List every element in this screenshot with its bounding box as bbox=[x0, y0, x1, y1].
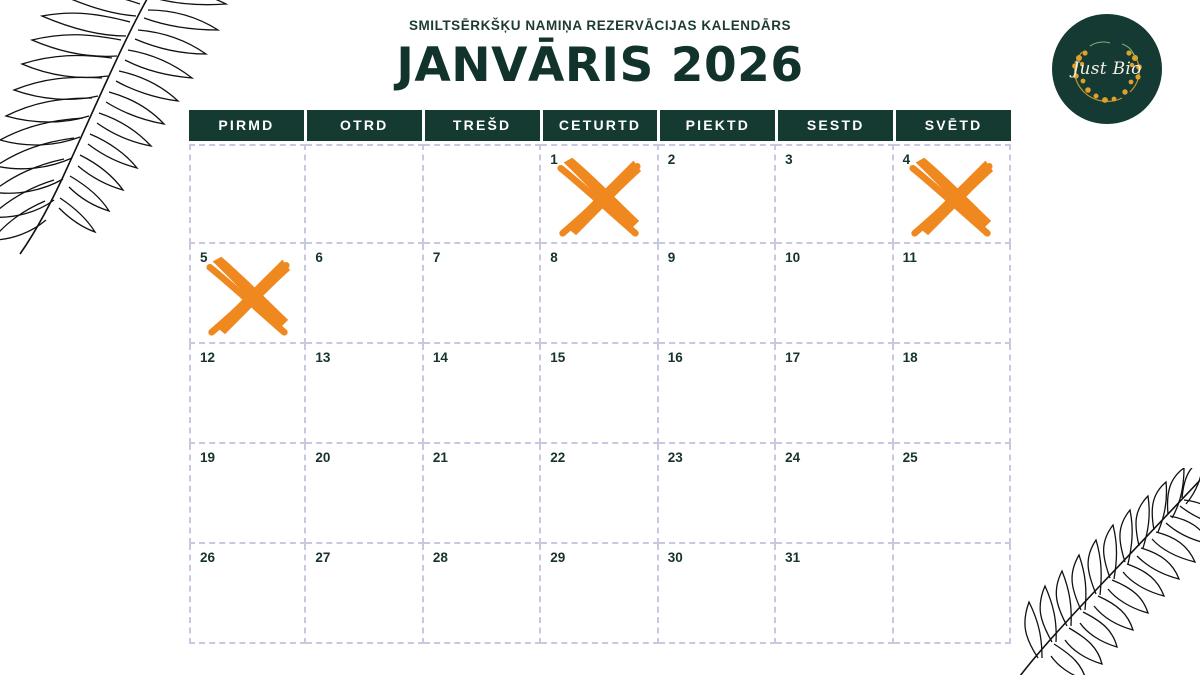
calendar-day-cell[interactable] bbox=[189, 444, 306, 544]
calendar-day-cell[interactable] bbox=[424, 344, 541, 444]
day-number: 8 bbox=[550, 250, 558, 265]
weekday-header-friday: PIEKTD bbox=[660, 110, 775, 141]
calendar-day-cell[interactable] bbox=[776, 544, 893, 644]
calendar-day-cell[interactable] bbox=[776, 444, 893, 544]
day-number: 2 bbox=[667, 152, 676, 167]
calendar-day-cell[interactable] bbox=[541, 344, 658, 444]
day-number: 12 bbox=[200, 350, 216, 365]
calendar-day-cell[interactable] bbox=[659, 544, 776, 644]
calendar-day-cell[interactable] bbox=[306, 544, 423, 644]
calendar-day-cell[interactable] bbox=[776, 344, 893, 444]
day-number: 18 bbox=[902, 350, 918, 365]
calendar-day-cell[interactable] bbox=[776, 244, 893, 344]
weekday-header-saturday: SESTD bbox=[778, 110, 893, 141]
day-number: 14 bbox=[432, 350, 448, 365]
calendar-day-cell[interactable] bbox=[306, 244, 423, 344]
calendar-day-cell[interactable] bbox=[659, 244, 776, 344]
day-number: 7 bbox=[432, 250, 441, 265]
calendar-empty-cell bbox=[894, 544, 1011, 644]
day-number: 11 bbox=[902, 250, 917, 265]
calendar-day-cell[interactable] bbox=[894, 144, 1011, 244]
weekday-header-row bbox=[189, 110, 1011, 141]
booked-x-mark-icon bbox=[903, 153, 999, 239]
calendar-day-cell[interactable] bbox=[541, 144, 658, 244]
calendar-day-cell[interactable] bbox=[894, 444, 1011, 544]
calendar-table bbox=[189, 110, 1011, 644]
calendar-day-cell[interactable] bbox=[189, 344, 306, 444]
day-number: 3 bbox=[785, 152, 793, 167]
calendar-day-cell[interactable] bbox=[541, 244, 658, 344]
day-number: 4 bbox=[902, 152, 911, 167]
day-number: 27 bbox=[315, 550, 331, 565]
calendar-day-cell[interactable] bbox=[894, 244, 1011, 344]
weekday-header-monday: PIRMD bbox=[189, 110, 304, 141]
logo-text: Just Bio bbox=[1072, 59, 1142, 79]
calendar-empty-cell bbox=[424, 144, 541, 244]
day-number: 26 bbox=[200, 550, 216, 565]
weekday-header-thursday: CETURTD bbox=[543, 110, 658, 141]
day-number: 20 bbox=[315, 450, 331, 465]
day-number: 6 bbox=[315, 250, 323, 265]
calendar-day-cell[interactable] bbox=[659, 144, 776, 244]
day-number: 19 bbox=[200, 450, 216, 465]
calendar-day-cell[interactable] bbox=[776, 144, 893, 244]
day-number: 22 bbox=[550, 450, 566, 465]
calendar-day-cell[interactable] bbox=[189, 544, 306, 644]
day-number: 25 bbox=[902, 450, 918, 465]
calendar-grid bbox=[189, 144, 1011, 644]
day-number: 29 bbox=[550, 550, 566, 565]
calendar-day-cell[interactable] bbox=[659, 444, 776, 544]
calendar-empty-cell bbox=[189, 144, 306, 244]
weekday-header-wednesday: TREŠD bbox=[425, 110, 540, 141]
day-number: 13 bbox=[315, 350, 331, 365]
calendar-day-cell[interactable] bbox=[424, 444, 541, 544]
day-number: 30 bbox=[667, 550, 683, 565]
day-number: 15 bbox=[550, 350, 566, 365]
calendar-subtitle: SMILTSĒRKŠĶU NAMIŅA REZERVĀCIJAS KALENDĀRS bbox=[408, 18, 792, 33]
calendar-day-cell[interactable] bbox=[659, 344, 776, 444]
day-number: 16 bbox=[667, 350, 683, 365]
day-number: 24 bbox=[785, 450, 801, 465]
day-number: 21 bbox=[432, 450, 448, 465]
day-number: 23 bbox=[667, 450, 683, 465]
calendar-day-cell[interactable] bbox=[306, 344, 423, 444]
day-number: 9 bbox=[667, 250, 676, 265]
brand-logo bbox=[1052, 14, 1162, 124]
calendar-day-cell[interactable] bbox=[424, 244, 541, 344]
calendar-day-cell[interactable] bbox=[541, 444, 658, 544]
calendar-day-cell[interactable] bbox=[189, 244, 306, 344]
day-number: 28 bbox=[432, 550, 448, 565]
day-number: 5 bbox=[200, 250, 208, 265]
booked-x-mark-icon bbox=[200, 252, 296, 338]
day-number: 10 bbox=[785, 250, 801, 265]
calendar-day-cell[interactable] bbox=[424, 544, 541, 644]
calendar-empty-cell bbox=[306, 144, 423, 244]
weekday-header-tuesday: OTRD bbox=[307, 110, 422, 141]
day-number: 1 bbox=[550, 152, 558, 167]
booked-x-mark-icon bbox=[551, 153, 647, 239]
calendar-day-cell[interactable] bbox=[306, 444, 423, 544]
calendar-day-cell[interactable] bbox=[541, 544, 658, 644]
calendar-day-cell[interactable] bbox=[894, 344, 1011, 444]
calendar-title: JANVĀRIS 2026 bbox=[396, 38, 804, 93]
day-number: 17 bbox=[785, 350, 801, 365]
day-number: 31 bbox=[785, 550, 801, 565]
weekday-header-sunday: SVĒTD bbox=[896, 110, 1011, 141]
